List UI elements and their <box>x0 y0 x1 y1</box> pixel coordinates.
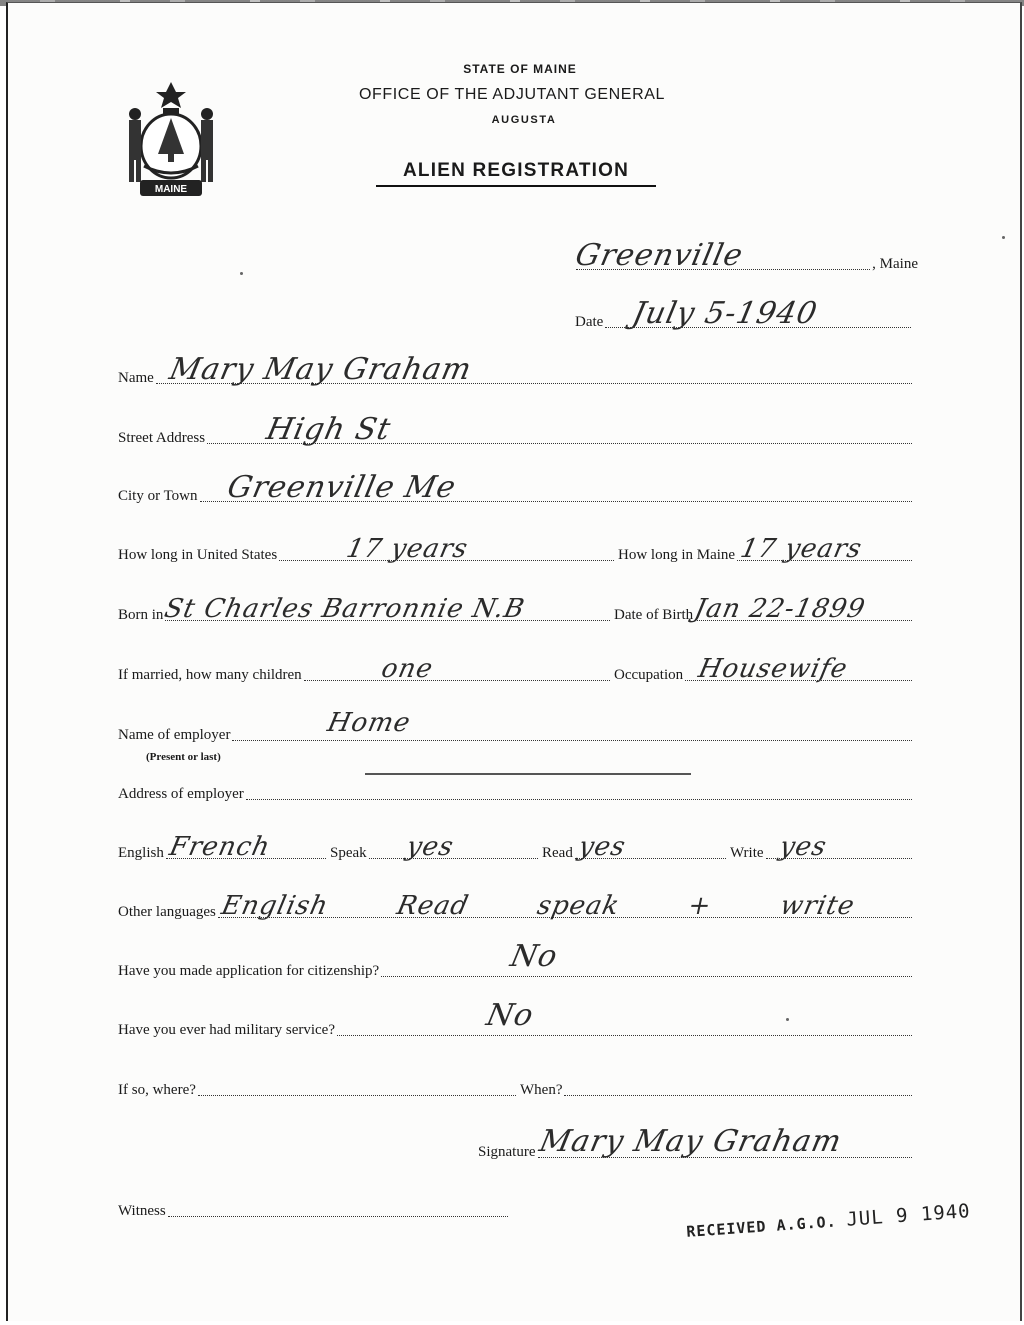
children-field[interactable] <box>118 654 612 685</box>
header-state: STATE OF MAINE <box>463 62 577 76</box>
other-languages-label: Other languages <box>118 904 216 920</box>
years-us-label: How long in United States <box>118 547 278 563</box>
other-languages-value: English Read speak + write <box>218 891 858 921</box>
years-us-value: 17 years <box>343 534 472 564</box>
years-maine-label: How long in Maine <box>618 547 736 563</box>
years-maine-field[interactable] <box>618 534 914 565</box>
city-label: City or Town <box>118 488 198 504</box>
children-label: If married, how many children <box>118 667 302 683</box>
military-field[interactable] <box>118 998 914 1040</box>
born-in-field[interactable] <box>118 594 612 625</box>
born-in-value: St Charles Barronnie N.B <box>162 594 529 624</box>
scan-speck <box>240 272 243 275</box>
occupation-label: Occupation <box>614 667 684 683</box>
born-in-label: Born in <box>118 607 164 623</box>
date-field[interactable] <box>575 296 913 332</box>
date-label: Date <box>575 314 604 330</box>
when-field[interactable] <box>520 1082 914 1100</box>
where-label: If so, where? <box>118 1082 196 1098</box>
years-maine-value: 17 years <box>737 534 865 564</box>
citizenship-label: Have you made application for citizenship? <box>118 963 380 979</box>
employer-field[interactable] <box>118 708 914 745</box>
signature-value: Mary May Graham <box>535 1124 845 1159</box>
english-label: English <box>118 845 164 861</box>
occupation-field[interactable] <box>614 654 914 685</box>
name-label: Name <box>118 370 154 386</box>
read-field[interactable] <box>542 832 728 863</box>
where-field[interactable] <box>118 1082 518 1100</box>
write-value: yes <box>776 832 830 862</box>
birth-date-value: Jan 22-1899 <box>691 594 869 624</box>
employer-address-label: Address of employer <box>118 786 244 802</box>
other-languages-field[interactable] <box>118 891 914 922</box>
town-value: Greenville <box>572 238 747 273</box>
birth-date-label: Date of Birth <box>614 607 694 623</box>
city-field[interactable] <box>118 470 914 506</box>
received-stamp-text: RECEIVED A.G.O. <box>685 1212 838 1241</box>
name-value: Mary May Graham <box>166 352 475 387</box>
employer-label: Name of employer <box>118 727 231 743</box>
town-field[interactable] <box>572 238 918 274</box>
read-label: Read <box>542 845 573 861</box>
scan-speck <box>1002 236 1005 239</box>
military-value: No <box>483 998 538 1033</box>
employer-value: Home <box>325 708 415 738</box>
birth-date-field[interactable] <box>614 594 914 625</box>
citizenship-field[interactable] <box>118 939 914 981</box>
name-field[interactable] <box>118 352 914 388</box>
speak-label: Speak <box>330 845 367 861</box>
citizenship-value: No <box>507 939 562 974</box>
received-stamp-date: JUL 9 1940 <box>845 1200 972 1231</box>
witness-label: Witness <box>118 1203 166 1219</box>
children-value: one <box>378 654 436 684</box>
form-title: ALIEN REGISTRATION <box>376 160 656 187</box>
write-label: Write <box>730 845 764 861</box>
date-value: July 5-1940 <box>629 296 822 331</box>
seal-banner-text: MAINE <box>154 184 188 195</box>
street-field[interactable] <box>118 412 914 448</box>
signature-label: Signature <box>478 1144 536 1160</box>
military-label: Have you ever had military service? <box>118 1022 335 1038</box>
town-suffix: , Maine <box>872 256 918 272</box>
years-us-field[interactable] <box>118 534 616 565</box>
witness-field[interactable] <box>118 1203 510 1221</box>
english-field[interactable] <box>118 832 328 863</box>
street-value: High St <box>263 412 395 447</box>
street-label: Street Address <box>118 430 206 446</box>
header-city: AUGUSTA <box>491 114 557 126</box>
write-field[interactable] <box>730 832 914 863</box>
header-office: OFFICE OF THE ADJUTANT GENERAL <box>358 86 666 103</box>
employer-line <box>365 773 691 775</box>
english-value: French <box>166 832 273 862</box>
scan-speck <box>786 1018 789 1021</box>
read-value: yes <box>575 832 629 862</box>
occupation-value: Housewife <box>695 654 851 684</box>
employer-sublabel: (Present or last) <box>146 751 221 763</box>
when-label: When? <box>520 1082 563 1098</box>
city-value: Greenville Me <box>223 470 459 505</box>
employer-address-field[interactable] <box>118 786 914 804</box>
speak-field[interactable] <box>330 832 540 863</box>
speak-value: yes <box>403 832 457 862</box>
signature-field[interactable] <box>478 1124 914 1162</box>
